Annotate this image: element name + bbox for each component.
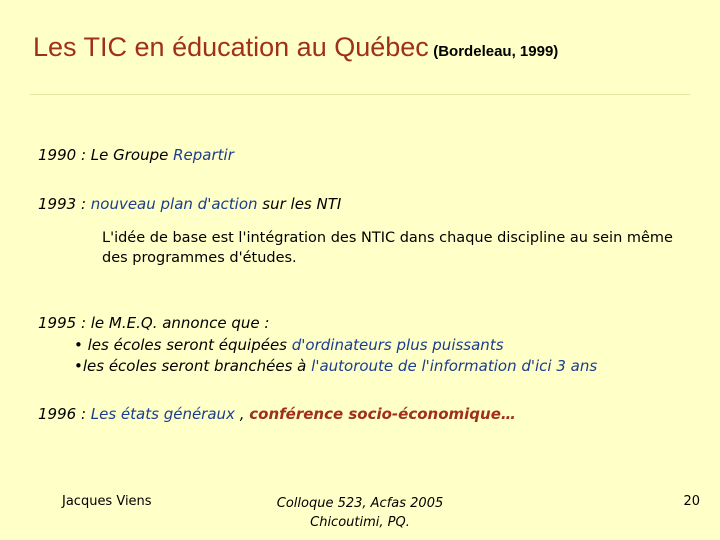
entry-1993 [38, 195, 341, 213]
slide-title [33, 32, 558, 63]
bullet-item-computers [74, 336, 504, 354]
bullet-item-internet-prefix: •les écoles seront branchées à [74, 357, 312, 375]
entry-1995 [38, 314, 269, 332]
entry-1996-suffix: conférence socio-économique… [249, 405, 516, 423]
title-divider [30, 94, 690, 95]
footer-author: Jacques Viens [62, 494, 152, 509]
bullet-item-computers-highlight: d'ordinateurs plus puissants [291, 336, 504, 354]
entry-1996-mid: , [234, 405, 250, 423]
bullet-item-computers-prefix: • les écoles seront équipées [74, 336, 292, 354]
entry-1993-suffix: sur les NTI [257, 195, 342, 213]
footer-event-line2: Chicoutimi, PQ. [310, 515, 410, 530]
entry-1993-highlight: nouveau plan d'action [90, 195, 258, 213]
bullet-item-internet [74, 357, 597, 375]
footer-event [250, 494, 470, 532]
footer-event-line1: Colloque 523, Acfas 2005 [276, 496, 444, 511]
entry-1995-text: 1995 : le M.E.Q. annonce que : [38, 314, 270, 332]
bullet-item-internet-highlight: l'autoroute de l'information d'ici 3 ans [311, 357, 598, 375]
entry-1990-highlight: Repartir [173, 146, 234, 164]
title-main: Les TIC en éducation au Québec [33, 32, 429, 62]
entry-1990 [38, 146, 234, 164]
entry-1996 [38, 405, 516, 423]
title-reference: (Bordeleau, 1999) [433, 43, 559, 60]
entry-1993-prefix: 1993 : [38, 195, 91, 213]
entry-1996-highlight: Les états généraux [90, 405, 235, 423]
entry-1990-text: 1990 : Le Groupe [38, 146, 174, 164]
entry-1996-prefix: 1996 : [38, 405, 91, 423]
footer-page-number: 20 [683, 494, 700, 509]
entry-1993-note: L'idée de base est l'intégration des NTIC dans chaque discipline au sein même des programmes d'études. [102, 230, 673, 266]
